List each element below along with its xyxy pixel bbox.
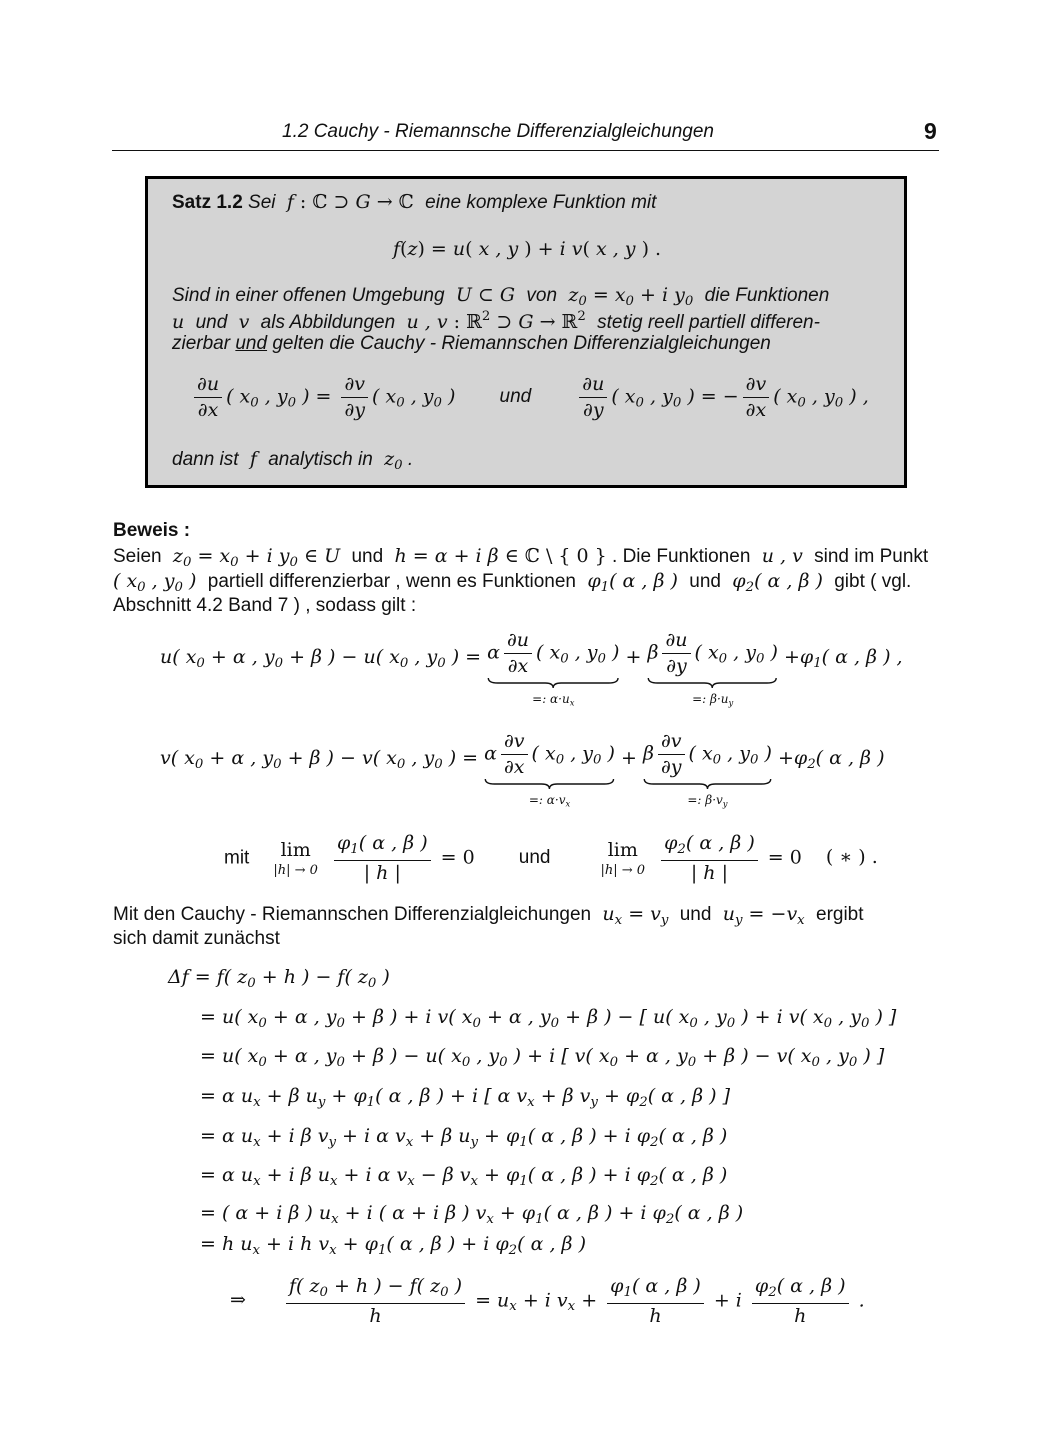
derivation-line5: = α $u_x + i$ β $v_y + i$ α $v_x + \beta$ $u_y + \varphi_1$( α , β ) + i $\varphi_2$( α , β ) <box>200 1125 728 1150</box>
proof-line2: ( $x_0$ , $y_0$ ) partiell differenzierbar , wenn es Funktionen $\varphi_1$( α , β ) und $\varphi_2$( α , β ) gibt ( vgl. <box>113 570 912 595</box>
derivation-line6: = α $u_x + i$ β $u_x + i$ α $v_x - \beta$ $v_x + \varphi_1$( α , β ) + i $\varphi_2$( α , β ) <box>200 1164 728 1189</box>
mit-label: mit <box>224 847 250 869</box>
proof-line4: Mit den Cauchy - Riemannschen Differenzialgleichungen $u_x = v_y$ und $u_y = -v_x$ ergibt <box>113 903 864 928</box>
p1-c: . Die Funktionen <box>612 546 751 567</box>
p1-b: und <box>351 546 384 567</box>
derivation-line8: = h $u_x + i$ h $v_x + \varphi_1$( α , β ) + i $\varphi_2$( α , β ) <box>200 1233 586 1258</box>
para-g: zierbar <box>172 333 231 354</box>
para-f: stetig reell partiell differen- <box>597 311 820 333</box>
p4-b: und <box>679 904 712 925</box>
running-header: 1.2 Cauchy - Riemannsche Differenzialgleichungen <box>282 121 714 142</box>
derivation-line2: = u( $x_0 + \alpha$ , $y_0 + \beta$ ) + i v( $x_0 + \alpha$ , $y_0 + \beta$ ) − [ u( $x_0$ , $y_0$ ) + i v( $x_0$ , $y_0$ ) ] <box>200 1006 897 1031</box>
para-b: von <box>526 285 558 306</box>
theorem-intro-a: Sei <box>248 192 276 213</box>
para-d: und <box>195 311 228 333</box>
p2-c: gibt ( vgl. <box>834 571 912 592</box>
theorem-intro: Satz 1.2 Sei f : ℂ ⊃ G → ℂ eine komplexe Funktion mit <box>172 191 657 213</box>
u-expansion-eq: u( $x_0 + \alpha$ , $y_0 + \beta$ ) − u( $x_0$ , $y_0$ ) = α $\frac{\partial u}{\partial x}$ ( $x_0$ , $y_0$ ) =: $\alpha\cdot u_x$ + β $\frac{\partial u}{\partial y}$ ( $x_0$ , $y_0$ ) =: $\beta\cdot u_y$ $+\varphi_1$( α , β ) , <box>160 629 903 708</box>
und-label: und <box>518 847 551 869</box>
proof-line5: sich damit zunächst <box>113 928 280 949</box>
para-e: als Abbildungen <box>260 311 396 333</box>
cr-und: und <box>499 386 532 408</box>
page-number: 9 <box>924 118 937 144</box>
p4-c: ergibt <box>816 904 864 925</box>
limit-conditions: mit lim |h| → 0 $\frac{\varphi_1( \alpha , \beta )}{| h |}$ = 0 und lim |h| → 0 $\frac{\varphi_2( \alpha , \beta )}{| h |}$ = 0 ( ∗ ) . <box>224 832 878 884</box>
cr-equations: $\frac{\partial u}{\partial x}$ ( $x_0$ , $y_0$ ) = $\frac{\partial v}{\partial y}$ ( $x_0$ , $y_0$ ) und $\frac{\partial u}{\partial y}$ ( $x_0$ , $y_0$ ) = − $\frac{\partial v}{\partial x}$ ( $x_0$ , $y_0$ ) , <box>190 374 869 421</box>
v-expansion-eq: v( $x_0 + \alpha$ , $y_0 + \beta$ ) − v( $x_0$ , $y_0$ ) = α $\frac{\partial v}{\partial x}$ ( $x_0$ , $y_0$ ) =: $\alpha\cdot v_x$ + β $\frac{\partial v}{\partial y}$ ( $x_0$ , $y_0$ ) =: $\beta\cdot v_y$ $+\varphi_2$( α , β ) <box>160 730 885 809</box>
proof-title: Beweis : <box>113 520 191 541</box>
p2-b: und <box>689 571 721 592</box>
theorem-para-line2: u und v als Abbildungen u , v : ℝ$^2$ ⊃ G → ℝ$^2$ stetig reell partiell differen- <box>172 309 820 333</box>
derivation-line1: Δf = f( $z_0 + h$ ) − f( $z_0$ ) <box>168 966 390 991</box>
proof-line3: Abschnitt 4.2 Band 7 ) , sodass gilt : <box>113 595 417 616</box>
p1-d: sind im Punkt <box>814 546 929 567</box>
theorem-function-eq: f(z) = u( x , y ) + i v( x , y ) . <box>393 238 662 260</box>
theorem-conclusion: dann ist f analytisch in $z_0$ . <box>172 448 414 473</box>
derivation-line4: = α $u_x + \beta$ $u_y + \varphi_1$( α , β ) + i [ α $v_x + \beta$ $v_y + \varphi_2$( α , β ) ] <box>200 1085 731 1110</box>
para-a: Sind in einer offenen Umgebung <box>172 285 445 306</box>
derivation-line3: = u( $x_0 + \alpha$ , $y_0 + \beta$ ) − u( $x_0$ , $y_0$ ) + i [ v( $x_0 + \alpha$ , $y_0 + \beta$ ) − v( $x_0$ , $y_0$ ) ] <box>200 1045 885 1070</box>
theorem-label: Satz 1.2 <box>172 192 243 213</box>
para-c: die Funktionen <box>704 285 830 306</box>
theorem-para-line3 <box>172 333 771 355</box>
theorem-intro-b: eine komplexe Funktion mit <box>425 192 657 213</box>
proof-line1: Seien $z_0 = x_0 + i$ $y_0$ ∈ U und h = α + i β ∈ ℂ \ { 0 } . Die Funktionen u , v sind im Punkt <box>113 545 929 570</box>
conclusion-b: analytisch in <box>268 449 373 470</box>
p1-a: Seien <box>113 546 162 567</box>
para-h: gelten die Cauchy - Riemannschen Differenzialgleichungen <box>272 333 771 354</box>
para-und: und <box>235 333 268 354</box>
derivation-result: ⇒ $\frac{f( z_0 + h ) - f( z_0 )}{h}$ = $u_x + i$ $v_x$ + $\frac{\varphi_1( \alpha , \beta )}{h}$ + i $\frac{\varphi_2( \alpha , \beta )}{h}$ . <box>230 1275 865 1327</box>
derivation-line7: = ( α + i β ) $u_x + i$ ( α + i β ) $v_x + \varphi_1$( α , β ) + i $\varphi_2$( α , β ) <box>200 1202 744 1227</box>
p4-a: Mit den Cauchy - Riemannschen Differenzialgleichungen <box>113 904 592 925</box>
theorem-para-line1: Sind in einer offenen Umgebung U ⊂ G von $z_0 = x_0 + i$ $y_0$ die Funktionen <box>172 284 830 309</box>
conclusion-a: dann ist <box>172 449 239 470</box>
header-rule <box>112 150 939 151</box>
p2-a: partiell differenzierbar , wenn es Funktionen <box>207 571 576 592</box>
